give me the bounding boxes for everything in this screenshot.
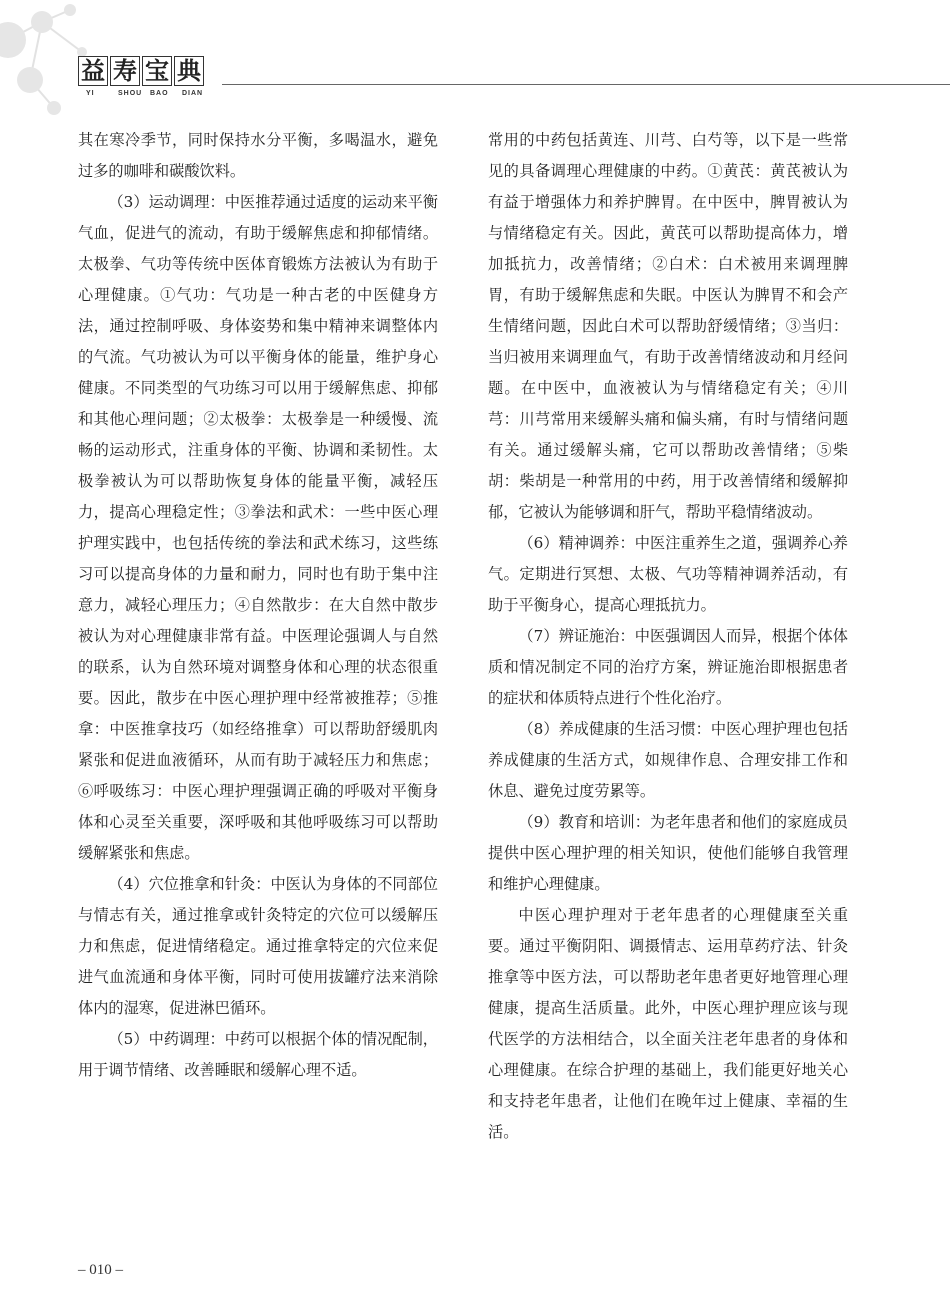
paragraph: （9）教育和培训：为老年患者和他们的家庭成员提供中医心理护理的相关知识，使他们能够自我管理和维护心理健康。 [488,813,848,893]
right-column [488,125,848,1148]
title-pinyin [78,90,206,97]
paragraph: 其在寒冷季节，同时保持水分平衡，多喝温水，避免过多的咖啡和碳酸饮料。 [78,131,438,180]
title-char-3: 宝 [142,56,172,86]
page-number: – 010 – [78,1262,123,1278]
paragraph: （7）辨证施治：中医强调因人而异，根据个体体质和情况制定不同的治疗方案，辨证施治即根据患者的症状和体质特点进行个性化治疗。 [488,627,848,707]
pinyin-4: DIAN [182,90,204,97]
left-column [78,125,438,1086]
title-char-4: 典 [174,56,204,86]
title-char-1: 益 [78,56,108,86]
paragraph: （4）穴位推拿和针灸：中医认为身体的不同部位与情志有关，通过推拿或针灸特定的穴位可以缓解压力和焦虑，促进情绪稳定。通过推拿特定的穴位来促进气血流通和身体平衡，同时可使用拔罐疗法来消除体内的湿寒，促进淋巴循环。 [78,875,438,1017]
paragraph: （3）运动调理：中医推荐通过适度的运动来平衡气血，促进气的流动，有助于缓解焦虑和抑郁情绪。太极拳、气功等传统中医体育锻炼方法被认为有助于心理健康。①气功：气功是一种古老的中医健身方法，通过控制呼吸、身体姿势和集中精神来调整体内的气流。气功被认为可以平衡身体的能量，维护身心健康。不同类型的气功练习可以用于缓解焦虑、抑郁和其他心理问题；②太极拳：太极拳是一种缓慢、流畅的运动形式，注重身体的平衡、协调和柔韧性。太极拳被认为可以帮助恢复身体的能量平衡，减轻压力，提高心理稳定性；③拳法和武术：一些中医心理护理实践中，也包括传统的拳法和武术练习，这些练习可以提高身体的力量和耐力，同时也有助于集中注意力，减轻心理压力；④自然散步：在大自然中散步被认为对心理健康非常有益。中医理论强调人与自然的联系，认为自然环境对调整身体和心理的状态很重要。因此，散步在中医心理护理中经常被推荐；⑤推拿：中医推拿技巧（如经络推拿）可以帮助舒缓肌肉紧张和促进血液循环，从而有助于减轻压力和焦虑；⑥呼吸练习：中医心理护理强调正确的呼吸对平衡身体和心灵至关重要，深呼吸和其他呼吸练习可以帮助缓解紧张和焦虑。 [78,193,438,862]
paragraph: （6）精神调养：中医注重养生之道，强调养心养气。定期进行冥想、太极、气功等精神调养活动，有助于平衡身心，提高心理抵抗力。 [488,534,848,614]
pinyin-1: YI [86,90,95,97]
pinyin-3: BAO [150,90,169,97]
pinyin-2: SHOU [118,90,143,97]
title-char-2: 寿 [110,56,140,86]
paragraph: （8）养成健康的生活习惯：中医心理护理也包括养成健康的生活方式，如规律作息、合理安排工作和休息、避免过度劳累等。 [488,720,848,800]
paragraph: 中医心理护理对于老年患者的心理健康至关重要。通过平衡阴阳、调摄情志、运用草药疗法、针灸推拿等中医方法，可以帮助老年患者更好地管理心理健康，提高生活质量。此外，中医心理护理应该与现代医学的方法相结合，以全面关注老年患者的身体和心理健康。在综合护理的基础上，我们能更好地关心和支持老年患者，让他们在晚年过上健康、幸福的生活。 [488,906,848,1141]
paragraph: 常用的中药包括黄连、川芎、白芍等，以下是一些常见的具备调理心理健康的中药。①黄芪：黄芪被认为有益于增强体力和养护脾胃。在中医中，脾胃被认为与情绪稳定有关。因此，黄芪可以帮助提高体力，增加抵抗力，改善情绪；②白术：白术被用来调理脾胃，有助于缓解焦虑和失眠。中医认为脾胃不和会产生情绪问题，因此白术可以帮助舒缓情绪；③当归：当归被用来调理血气，有助于改善情绪波动和月经问题。在中医中，血液被认为与情绪稳定有关；④川芎：川芎常用来缓解头痛和偏头痛，有时与情绪问题有关。通过缓解头痛，它可以帮助改善情绪；⑤柴胡：柴胡是一种常用的中药，用于改善情绪和缓解抑郁，它被认为能够调和肝气，帮助平稳情绪波动。 [488,131,848,521]
paragraph: （5）中药调理：中药可以根据个体的情况配制，用于调节情绪、改善睡眠和缓解心理不适。 [78,1030,438,1079]
header-rule [222,84,950,85]
journal-masthead [78,56,206,97]
